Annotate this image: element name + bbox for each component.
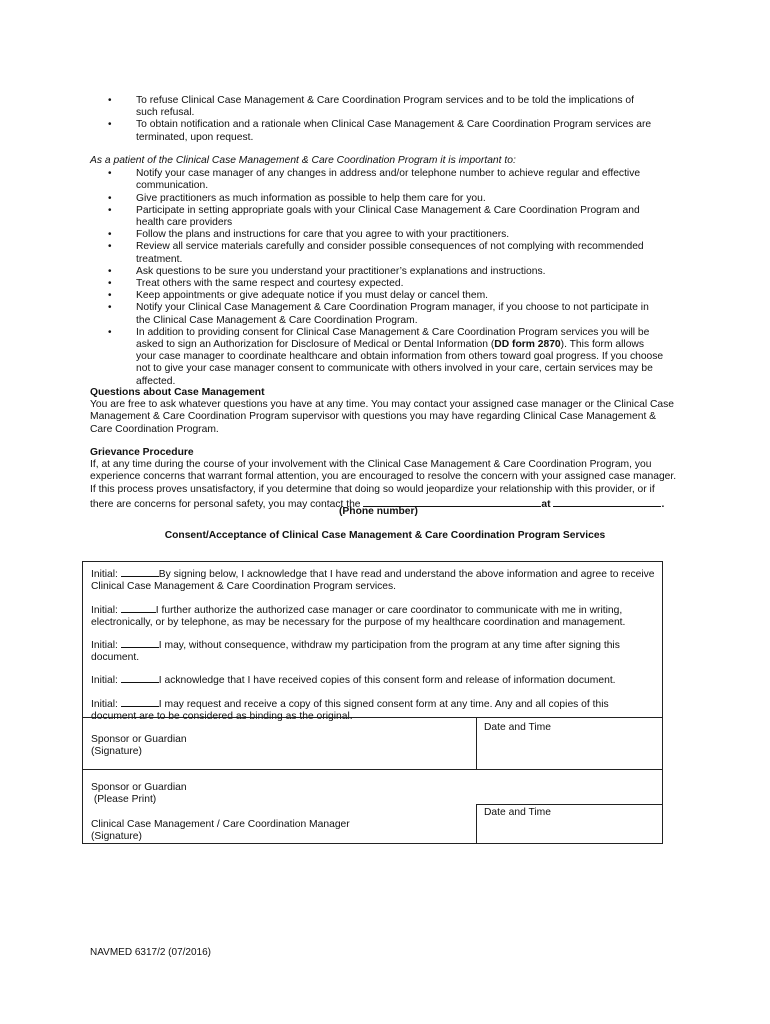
initial-label: Initial: [91, 640, 118, 651]
grievance-text: If, at any time during the course of your involvement with the Clinical Case Management & Care Coordination Program, you experience concerns that warrant formal attention, you are encouraged to resolve the concern with your assigned case manager. If this process proves unsatisfactory, if you determine that doing so would jeopardize your relationship with this provider, or if there are concerns for personal safety, you may contact the [90, 459, 677, 510]
field-sublabel: (Please Print) [91, 794, 157, 806]
divider [476, 718, 477, 769]
section-heading: Grievance Procedure [90, 447, 194, 458]
field-label: Clinical Case Management / Care Coordination Manager [91, 819, 350, 830]
list-item: • To refuse Clinical Case Management & Care Coordination Program services and to be told the implications of such refusal. [108, 95, 658, 119]
initial-text: By signing below, I acknowledge that I have read and understand the above information and agree to receive Clinical Case Management & Care Coordination Program services. [91, 569, 655, 593]
list-item: • Participate in setting appropriate goals with your Clinical Case Management & Care Coordination Program and health care providers [108, 205, 665, 229]
section-body: You are free to ask whatever questions you have at any time. You may contact your assigned case manager or the Clinical Case Management & Care Coordination Program supervisor with questions you may have regarding Clinical Case Management & Care Coordination Program. [90, 399, 675, 435]
initial-text: I may, without consequence, withdraw my participation from the program at any time after signing this document. [91, 640, 620, 664]
consent-text-before: In addition to providing consent for Clinical Case Management & Care Coordination Program services you will be asked to sign an Authorization for Disclosure of Medical or Dental Information ( [136, 326, 650, 351]
initial-row [91, 603, 656, 629]
initial-label: Initial: [91, 699, 118, 710]
consent-box [82, 561, 663, 723]
divider [476, 804, 662, 805]
list-item: • Give practitioners as much information as possible to help them care for you. [108, 193, 665, 205]
initial-row [91, 673, 656, 687]
sponsor-signature-field[interactable] [91, 734, 471, 766]
section-heading: Questions about Case Management [90, 387, 265, 398]
rights-list [108, 95, 658, 144]
date-time-label: Date and Time [484, 807, 551, 818]
form-reference: DD form 2870 [494, 339, 561, 351]
field-sublabel: (Signature) [91, 831, 142, 843]
field-label: Sponsor or Guardian [91, 782, 187, 793]
initial-field[interactable] [121, 673, 159, 683]
sponsor-print-field[interactable] [91, 782, 471, 806]
divider [476, 804, 477, 843]
signature-table [82, 717, 663, 844]
list-item: • Keep appointments or give adequate notice if you must delay or cancel them. [108, 290, 665, 302]
field-sublabel: (Signature) [91, 746, 142, 758]
initial-field[interactable] [121, 697, 159, 707]
date-time-label: Date and Time [484, 722, 551, 733]
patient-responsibilities [90, 155, 665, 388]
list-item: • Notify your Clinical Case Management & Care Coordination Program manager, if you choose to not participate in the Clinical Case Management & Care Coordination Program. [108, 302, 665, 326]
initial-field[interactable] [121, 638, 159, 648]
initial-text: I further authorize the authorized case manager or care coordinator to communicate with me in writing, electronically, or by telephone, as may be necessary for the purpose of my healthcare coordination and management. [91, 605, 626, 629]
list-item: • Review all service materials carefully and consider possible consequences of not complying with recommended treatment. [108, 241, 665, 265]
divider [83, 769, 662, 770]
phone-number-field[interactable] [553, 496, 661, 507]
section-body [90, 459, 680, 511]
initial-text: I may request and receive a copy of this signed consent form at any time. Any and all copies of this document are to be considered as binding as the original. [91, 699, 609, 723]
initial-label: Initial: [91, 605, 118, 616]
at-label: at [541, 498, 551, 510]
initial-row [91, 638, 656, 664]
list-item: • To obtain notification and a rationale when Clinical Case Management & Care Coordination Program services are terminated, upon request. [108, 119, 658, 143]
phone-number-label: (Phone number) [339, 506, 418, 517]
list-item: • Notify your case manager of any changes in address and/or telephone number to achieve regular and effective communication. [108, 168, 665, 192]
initial-field[interactable] [121, 603, 156, 613]
period: . [661, 498, 665, 510]
initial-text: I acknowledge that I have received copies of this consent form and release of information document. [158, 675, 616, 686]
initial-field[interactable] [121, 567, 159, 577]
list-item [108, 327, 665, 388]
initial-label: Initial: [91, 675, 118, 686]
field-label: Sponsor or Guardian [91, 734, 187, 745]
list-item: • Follow the plans and instructions for care that you agree to with your practitioners. [108, 229, 665, 241]
consent-text-after: ). This form allows your case manager to coordinate healthcare and obtain information from others toward goal progress. If you choose not to give your case manager consent to communicate with others involved in your care, certain services may be affected. [136, 339, 664, 387]
initial-row [91, 567, 656, 593]
questions-section [90, 387, 675, 436]
manager-signature-field[interactable] [91, 819, 471, 841]
grievance-section [90, 447, 680, 511]
responsibilities-list [108, 168, 665, 388]
form-number: NAVMED 6317/2 (07/2016) [90, 947, 211, 958]
list-item: • Ask questions to be sure you understand your practitioner’s explanations and instructions. [108, 266, 665, 278]
initial-label: Initial: [91, 569, 118, 580]
list-item: • Treat others with the same respect and courtesy expected. [108, 278, 665, 290]
consent-title: Consent/Acceptance of Clinical Case Management & Care Coordination Program Services [164, 530, 606, 541]
section-intro: As a patient of the Clinical Case Management & Care Coordination Program it is important to: [90, 155, 516, 166]
